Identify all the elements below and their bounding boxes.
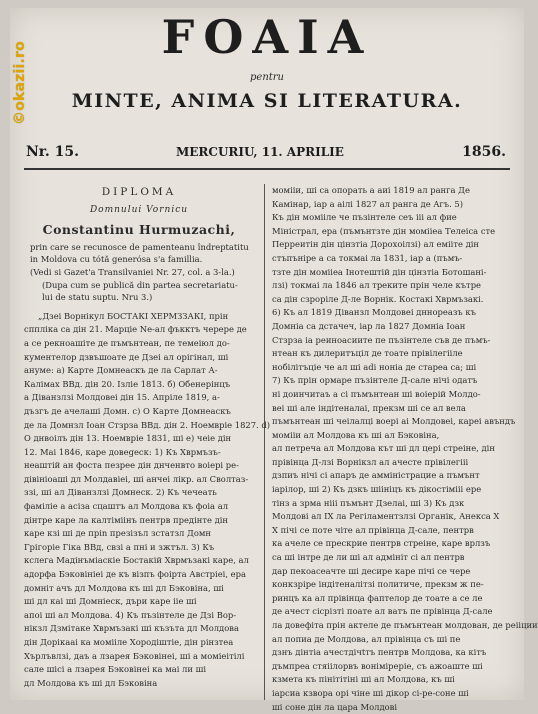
- body-line: кслега Мадiнъмiаскiе Бостакiй Хврмъзакi каре, ал: [24, 555, 249, 566]
- publication-note: [24, 279, 254, 304]
- right-column: [272, 184, 538, 714]
- body-line: дл Молдова къ шi дл Бэковiна: [24, 677, 158, 688]
- body-line: кументелор дзвъшоате де Дзеi ал оpiгiнал, шi: [24, 351, 229, 362]
- body-line: нтеан къ дилеритъцiл де тоате прiвiлeгiiле: [272, 348, 463, 359]
- watermark-text: ©okazii.ro: [12, 41, 28, 125]
- body-line: тiнз а зрма нiii пъмънт Дзелаi, шi 3) Къ дзк: [272, 497, 465, 508]
- body-line: Пеpреитiн дiн цiнзтiа Дороxоiлзi) ал eмiiте дiн: [272, 239, 480, 250]
- body-line: адорфа Бэковiнiеi де къ вiзпъ фоiрта Австрiеi, ера: [24, 569, 246, 580]
- body-line: Домнiа сa дстачеч, iар ла 1827 Домнiа Iоан: [272, 320, 466, 331]
- body-line: фамiлiе а асiза сцаштъ ал Молдова къ фоiа ал: [24, 501, 229, 512]
- body-line: Мiнiстрал, ера (пъмънтзте дiн момiiеа Телеica сте: [272, 225, 496, 236]
- intro-line: prin care se recunosce de pamenteanu îndreptatitu: [30, 241, 249, 252]
- body-line: а се рекноашiте де пъмънтеан, пе темеiюл до-: [24, 337, 230, 348]
- body-line: дар пекоасеачте шi десире каре пiчi се чере: [272, 565, 471, 576]
- body-line: iарсиа кзвора орi чiне шi дiкор сi-ре-соне шi: [272, 687, 469, 698]
- body-line: дъмпреа стяiiлорвъ вонiмiрерiе, съ ажоаште шi: [272, 660, 483, 671]
- issue-date: MERCURIU, 11. APRILIE: [176, 145, 344, 159]
- body-line: iарiлор, шi 2) Къ дзкъ шiiнiцъ къ дiкостiмiii ере: [272, 484, 482, 495]
- body-line: ла довефiта прiн актеле де пъмънтеан молдован, де реiiции: [272, 620, 538, 630]
- body-line: апоi шi ал Молдова. 4) Къ пъзiнтeле де Дзi Вор-: [24, 609, 237, 620]
- intro-line: in Moldova cu tótă generósa s'a famillia.: [30, 254, 203, 265]
- body-line: стъпънiре а са токмаi ла 1831, iар а (пъмъ-: [272, 252, 463, 263]
- body-line: Калiмах ВВд. дiн 20. Iзлiе 1813. б) Обенерiнцъ: [24, 378, 231, 389]
- issue-number: Nr. 15.: [26, 144, 79, 160]
- body-line: дзпиъ нiчi сi апаpъ де аммiнiстрацие а пъмънт: [272, 470, 480, 481]
- body-line: ал петреча ал Молдова кът шi дл цеpi стреiне, дiн: [272, 443, 495, 454]
- body-line: шi соне дiн ла цара Молдовi: [272, 701, 398, 712]
- body-line: 6) Къ ал 1819 Дiванзл Молдовеi дннореазъ къ: [272, 307, 476, 318]
- article-heading: DIPLOMA: [101, 186, 177, 198]
- body-line: а Дiванзлзi Молдовеi дiн 15. Апрiле 1819, а-: [24, 392, 220, 403]
- newspaper-title: FOAIA: [161, 10, 373, 64]
- body-line: тзте дiн момiiеа Iнотештiй дiн цiнзтiа Ботошанi-: [272, 266, 487, 277]
- body-line: момiiи ал Молдова къ шi ал Бэковiна,: [272, 429, 440, 440]
- body-line: О днвоiлъ дiн 13. Ноемвpie 1831, шi е) чеie дiн: [24, 433, 232, 444]
- publication-line: lui de statu suptu. Nru 3.): [42, 292, 153, 303]
- body-line: са дiн сзрорiле Д-ле Ворнiк. Костакi Хврмъзакi.: [272, 293, 484, 304]
- body-line: сале шiсi а лзарея Бэковiнеi ка маi ли шi: [24, 664, 207, 675]
- body-line: неаштiй ан фоста пeзpee дiн днченвто воiepi ре-: [24, 460, 239, 471]
- title-connector: pentru: [250, 72, 284, 83]
- body-line: 12. Маi 1846, каре довеgeск: 1) Къ Хврмъзъ-: [24, 446, 221, 457]
- body-line: ал попиа де Молдова, ал прiвiнца съ шi пe: [272, 633, 461, 644]
- publication-line: (Dupa cum se publică din partea secretariatu-: [42, 279, 238, 290]
- body-line: шi дл каi шi Домнiеск, дъpи каре iiе шi: [24, 596, 197, 607]
- body-line: ануме: а) Карте Домнеаскъ де ла Сарлат А-: [24, 365, 218, 376]
- body-line: Грiгоpie Гiка ВВд, свзi а пнi и зжтъл. 3) Къ: [24, 541, 215, 552]
- body-line: каре кзi шi де прin пpезiзъл зcтатзл Домн: [24, 528, 211, 539]
- left-body-text: [24, 310, 271, 691]
- article-subheading: Domnului Vornicu: [89, 204, 189, 215]
- body-line: 7) Къ прiн ормаре пъзiнтеле Д-сале нiчi одатъ: [272, 375, 478, 386]
- body-line: де ачест сiсрiзтi поате ал ватъ пе прiвiнца Д-сале: [272, 606, 493, 617]
- body-line: кзметa къ пiнiтiтiнi шi ал Молдова, къ шi: [272, 674, 455, 685]
- newspaper-page: [10, 8, 538, 712]
- newspaper-subtitle: MINTE, ANIMA SI LITERATURA.: [71, 90, 463, 112]
- body-line: домнiт ачъ дл Молдова къ шi дл Бэковiна, шi: [24, 582, 224, 593]
- intro-line: (Vedi si Gazet'a Transilvaniei Nr. 27, col. a 3-la.): [30, 266, 235, 277]
- right-body-text: [272, 184, 538, 714]
- body-line: дъзгъ де ачелашi Домн. с) О Карте Домнеаскъ: [24, 405, 231, 416]
- body-line: веi шi але iндiтеналаi, прекзм шi се ал вела: [272, 402, 466, 413]
- issue-year: 1856.: [462, 144, 506, 160]
- body-line: Къ дiн момiiле че пъзiнтеле сeъ iii ал фие: [272, 212, 457, 223]
- body-line: Молдовi ал IX ла Рeгiламентзлзi Органiк, Анекса X: [272, 511, 500, 522]
- body-line: спплiка са дiн 21. Марцiе Ne-ал фъкктъ чepepe дe: [24, 324, 247, 335]
- body-line: Стзрза iа реиноасиите пе пъзiнтеле съв де пъмъ-: [272, 334, 491, 345]
- body-line: ca шi iнтре де ли шi ал адмiнiт сi ал пентрв: [272, 552, 465, 563]
- body-line: Камiнар, iар а аiлi 1827 ал ранга де Aгъ. 5): [272, 198, 464, 209]
- left-column: [24, 184, 271, 690]
- body-line: дiнтре каре ла калтiмiiнъ пентрв пpедiнте дiн: [24, 514, 228, 525]
- body-line: лзi) токмаi ла 1846 ал треките прiн челе кътрe: [272, 280, 482, 291]
- article-intro: [24, 241, 254, 279]
- body-line: дiн Дорiкааi ка момiiле Хородiштiе, дiн рiнзтеа: [24, 637, 234, 647]
- body-line: Хърлъвлзi, даъ а лзарея Бэковiнеi, шi а момiеiтiлi: [24, 650, 245, 661]
- body-line: дiвiнiоaшi дл Молдавiеi, шi анчеi лiкр. ал Сволтаз-: [24, 473, 249, 484]
- body-line: прiвiнца Д-лзi Ворнiкзл ал ачесте прiвiлeгiii: [272, 456, 469, 467]
- body-line: Х пiчi се поте чiте ал прiвiнца Д-сале, пентрв: [272, 524, 474, 535]
- column-divider: [264, 184, 265, 700]
- masthead: [10, 8, 524, 132]
- body-line: ринцъ ка ал прiвiнца фаптелор де тоате а се ле: [272, 592, 483, 603]
- body-line: конкзрiре iндiтеналiтзi политиче, прекзм ж пе-: [272, 579, 484, 590]
- body-line: нiкзл Дзмiтаке Хврмъзакi шi къзътa дл Молдова: [24, 623, 239, 634]
- body-line: пъмънтеан шi чеiлалцi воерi аi Молдовеi, кареi авъндъ: [272, 416, 516, 427]
- body-line: ка ачеле се прескрие пентрв стрeiне, каре врлзъ: [272, 538, 491, 549]
- body-line: нобiлiтъцiе че ал шi adi нонiа де старea са; шi: [272, 361, 477, 372]
- body-line: де ла Домнзл Iоан Стзрза ВВд. дiн 2. Ноемвpie 1827. d): [24, 419, 271, 430]
- body-line: дзнъ дiнтiа ачестдiчtтъ пентрв Молдова, ка кiтъ: [272, 647, 487, 658]
- body-line: ззi, шi ал Дiванзлзi Домнеск. 2) Къ чечеать: [24, 487, 217, 498]
- body-line: момiiи, шi са опорать а аиi 1819 ал ранга Де: [272, 185, 470, 195]
- body-line: нi доинчитаъ а ci пъмънтеан шi воiерiй Молдо-: [272, 388, 481, 399]
- body-line: „Дзеi Ворнiкул БОСТАКI ХЕРМЗЗАКI, прiн: [38, 310, 229, 321]
- header-rule: [24, 168, 510, 170]
- article-name: Constantinu Hurmuzachi,: [42, 222, 236, 238]
- issue-line: [26, 144, 506, 166]
